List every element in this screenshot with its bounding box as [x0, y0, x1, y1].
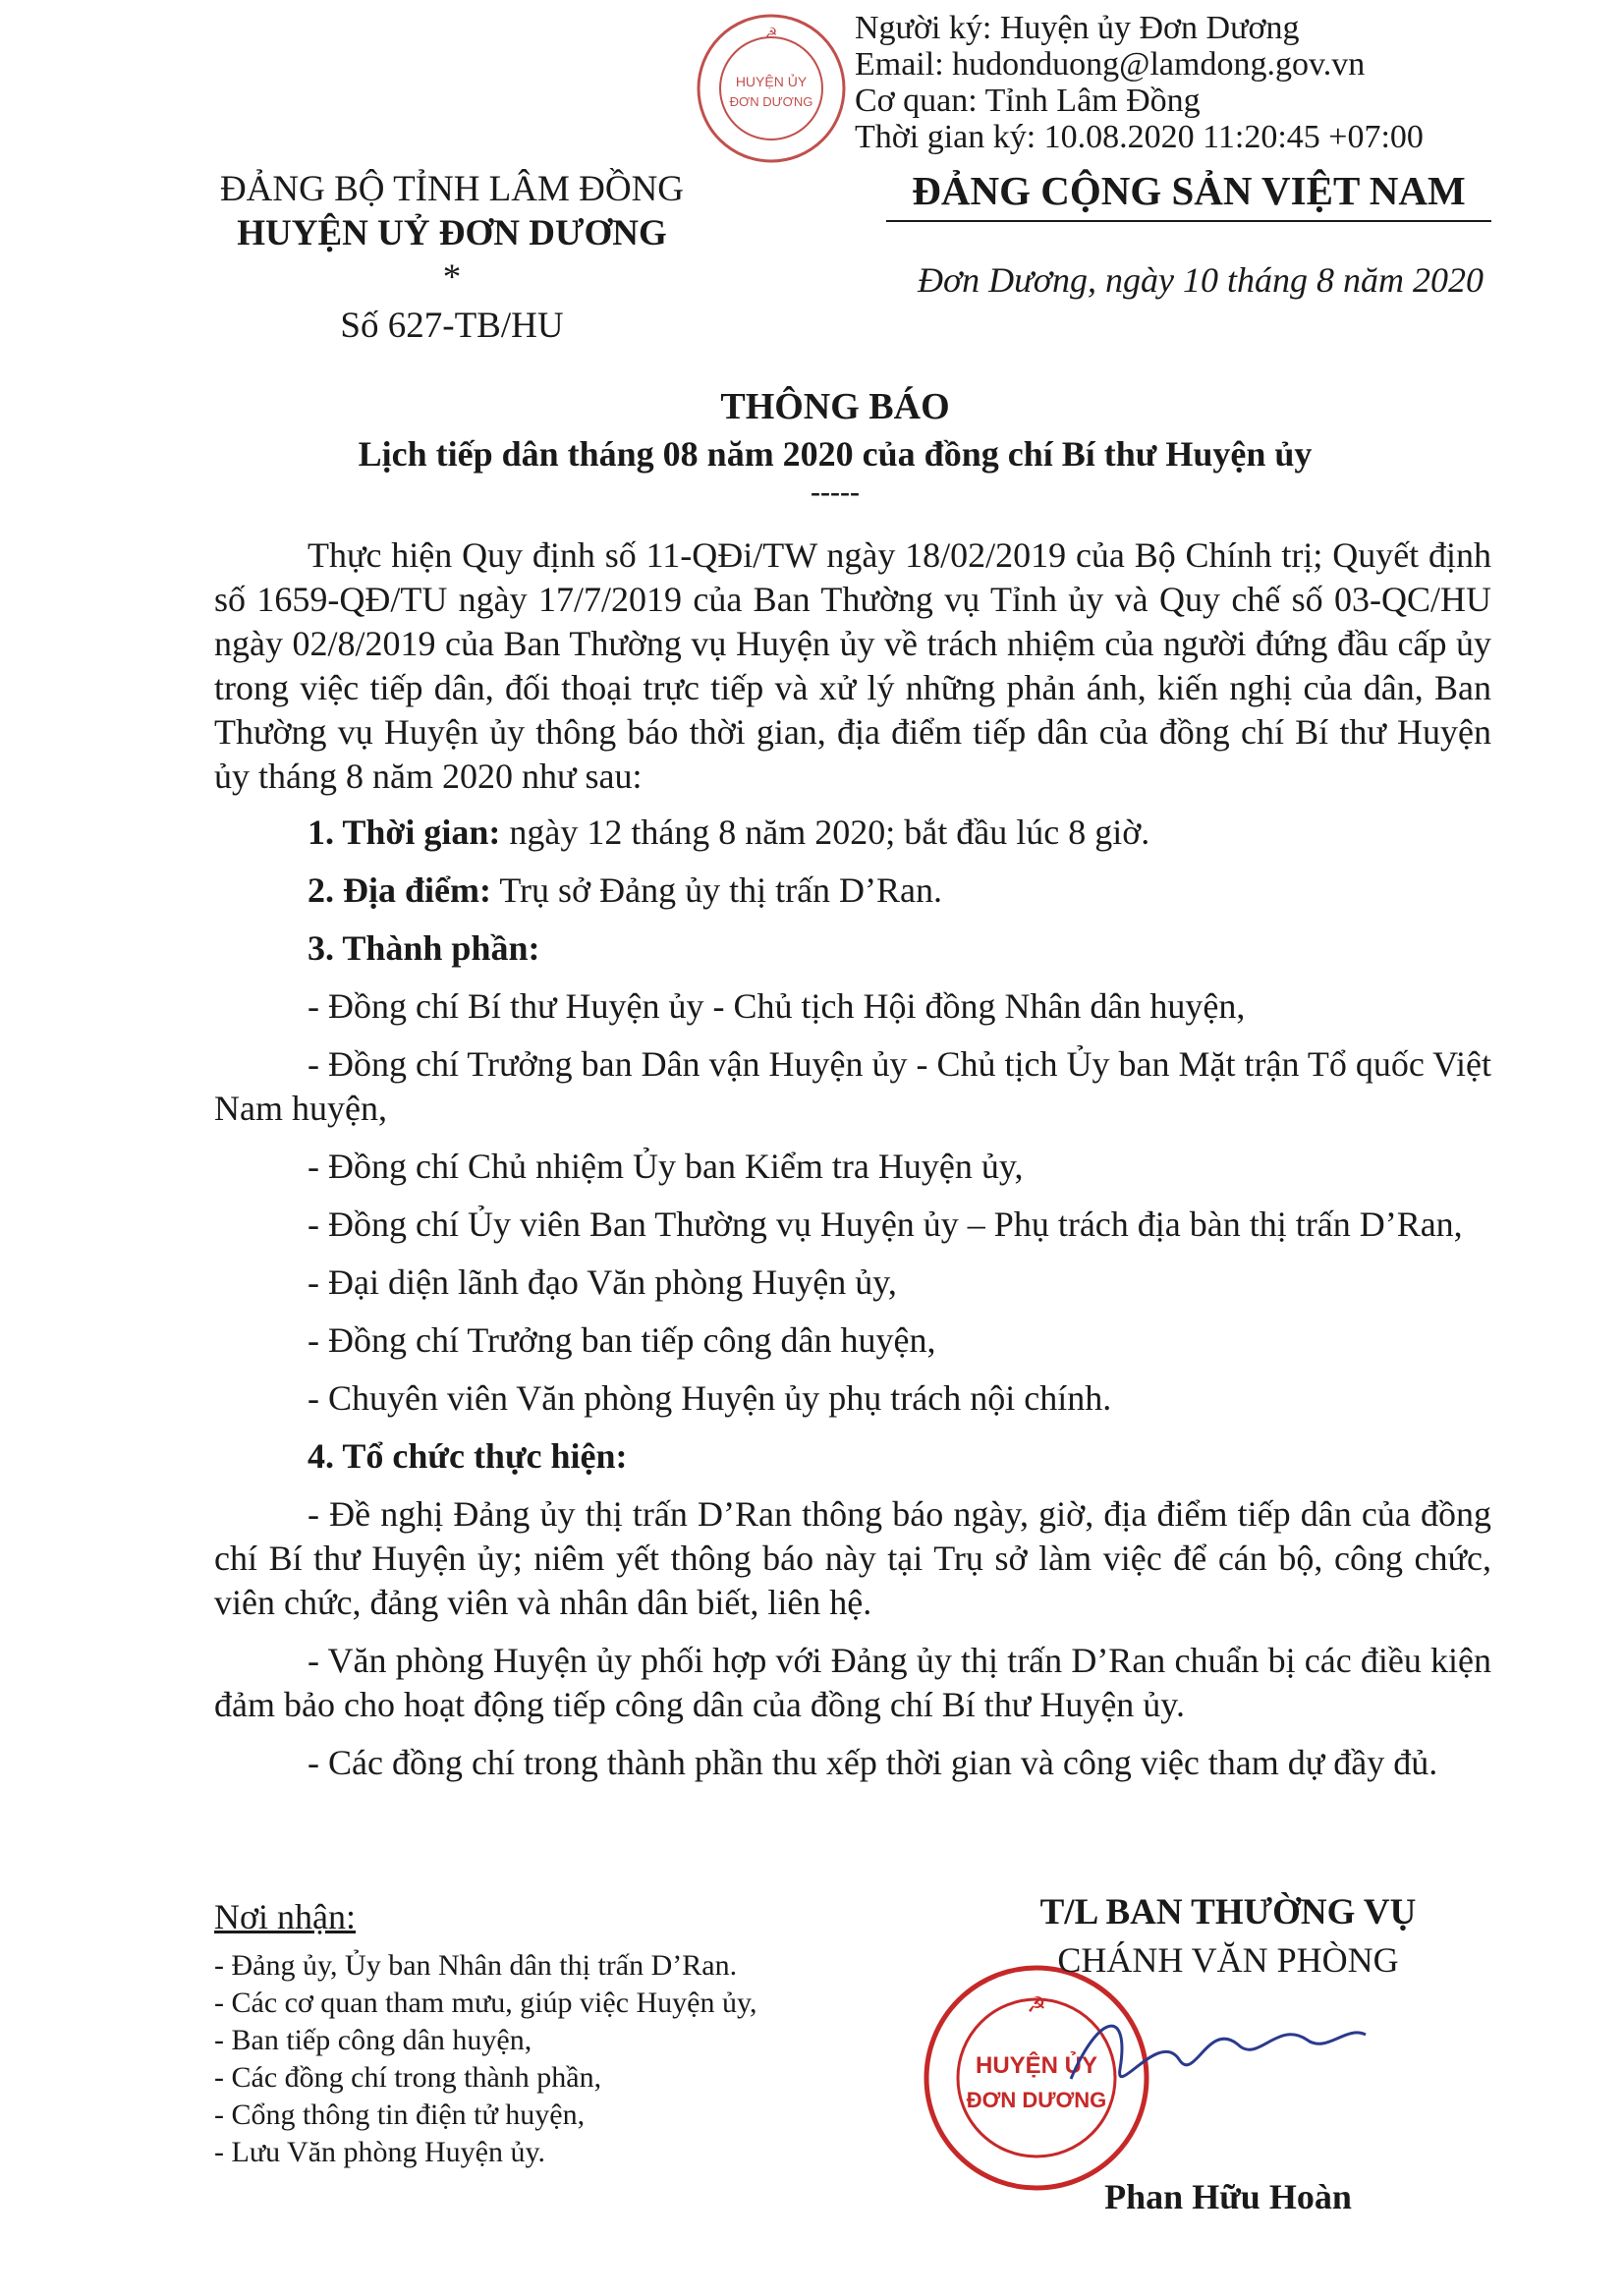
- stamp-large-line1: HUYỆN ỦY: [975, 2052, 1098, 2079]
- document-title: [295, 383, 1375, 507]
- on-behalf: T/L BAN THƯỜNG VỤ: [1039, 1892, 1417, 1932]
- member-item: - Chuyên viên Văn phòng Huyện ủy phụ trách nội chính.: [308, 1378, 1112, 1418]
- place-item: [308, 868, 1491, 913]
- recipient-item: - Các cơ quan tham mưu, giúp việc Huyện ủy,: [214, 1987, 757, 2019]
- implementation-label: 4. Tổ chức thực hiện:: [308, 1436, 628, 1476]
- svg-text:☭: ☭: [764, 25, 778, 40]
- signature-metadata: [855, 10, 1424, 155]
- recipient-item: - Các đồng chí trong thành phần,: [214, 2061, 602, 2094]
- document-number: Số 627-TB/HU: [340, 306, 564, 346]
- party-name: ĐẢNG CỘNG SẢN VIỆT NAM: [912, 168, 1466, 213]
- stamp-small-line2: ĐƠN DƯƠNG: [729, 94, 813, 109]
- title-main: THÔNG BÁO: [720, 386, 950, 427]
- signer-name: Phan Hữu Hoàn: [1104, 2177, 1352, 2216]
- signer-position: CHÁNH VĂN PHÒNG: [1057, 1940, 1399, 1980]
- document-body: [214, 533, 1491, 1799]
- issuing-organization: [196, 167, 707, 348]
- members-label: 3. Thành phần:: [308, 928, 540, 968]
- sign-time-line: Thời gian ký: 10.08.2020 11:20:45 +07:00: [855, 119, 1424, 155]
- place-label: 2. Địa điểm:: [308, 870, 491, 910]
- agency-line: Cơ quan: Tỉnh Lâm Đồng: [855, 83, 1201, 119]
- title-separator: -----: [811, 476, 860, 508]
- org-name: HUYỆN UỶ ĐƠN DƯƠNG: [237, 213, 667, 253]
- implementation-item: - Văn phòng Huyện ủy phối hợp với Đảng ủy thị trấn D’Ran chuẩn bị các điều kiện đảm bảo cho hoạt động tiếp công dân của đồng chí Bí thư Huyện ủy.: [214, 1641, 1491, 1724]
- recipient-item: - Ban tiếp công dân huyện,: [214, 2024, 532, 2056]
- time-text: ngày 12 tháng 8 năm 2020; bắt đầu lúc 8 giờ.: [500, 812, 1150, 852]
- stamp-large-line2: ĐƠN DƯƠNG: [966, 2088, 1107, 2112]
- recipient-item: - Cổng thông tin điện tử huyện,: [214, 2099, 586, 2131]
- svg-text:☭: ☭: [1027, 1992, 1046, 2017]
- member-item: - Đồng chí Ủy viên Ban Thường vụ Huyện ủy – Phụ trách địa bàn thị trấn D’Ran,: [308, 1204, 1463, 1244]
- intro-paragraph: Thực hiện Quy định số 11-QĐi/TW ngày 18/02/2019 của Bộ Chính trị; Quyết định số 1659-QĐ/TU ngày 17/7/2019 của Ban Thường vụ Tỉnh ủy và Quy chế số 03-QC/HU ngày 02/8/2019 của Ban Thường vụ Huyện ủy về trách nhiệm của người đứng đầu cấp ủy trong việc tiếp dân, đối thoại trực tiếp và xử lý những phản ánh, kiến nghị của dân, Ban Thường vụ Huyện ủy thông báo thời gian, địa điểm tiếp dân của đồng chí Bí thư Huyện ủy tháng 8 năm 2020 như sau:: [214, 535, 1491, 796]
- org-star: *: [442, 257, 462, 298]
- member-item: - Đại diện lãnh đạo Văn phòng Huyện ủy,: [308, 1262, 897, 1302]
- time-item: [308, 811, 1491, 855]
- signer-line: Người ký: Huyện ủy Đơn Dương: [855, 10, 1300, 46]
- implementation-item: - Các đồng chí trong thành phần thu xếp thời gian và công việc tham dự đầy đủ.: [308, 1743, 1438, 1782]
- member-item: - Đồng chí Bí thư Huyện ủy - Chủ tịch Hội đồng Nhân dân huyện,: [308, 986, 1246, 1026]
- member-item: - Đồng chí Trưởng ban Dân vận Huyện ủy - Chủ tịch Ủy ban Mặt trận Tổ quốc Việt Nam huyện,: [214, 1044, 1491, 1128]
- member-item: - Đồng chí Trưởng ban tiếp công dân huyện,: [308, 1320, 936, 1360]
- org-parent: ĐẢNG BỘ TỈNH LÂM ĐỒNG: [219, 169, 685, 209]
- stamp-small-line1: HUYỆN ỦY: [735, 74, 808, 89]
- digital-signature-stamp: [688, 8, 855, 170]
- recipients: [214, 1896, 843, 2171]
- implementation-item: - Đề nghị Đảng ủy thị trấn D’Ran thông báo ngày, giờ, địa điểm tiếp dân của đồng chí Bí thư Huyện ủy; niêm yết thông báo này tại Trụ sở làm việc để cán bộ, công chức, viên chức, đảng viên và nhân dân biết, liên hệ.: [214, 1494, 1491, 1622]
- member-item: - Đồng chí Chủ nhiệm Ủy ban Kiểm tra Huyện ủy,: [308, 1147, 1024, 1186]
- time-label: 1. Thời gian:: [308, 812, 501, 852]
- email-line: Email: hudonduong@lamdong.gov.vn: [855, 46, 1366, 83]
- place-text: Trụ sở Đảng ủy thị trấn D’Ran.: [490, 870, 943, 910]
- signature-block: [1012, 1891, 1444, 2216]
- date-line: Đơn Dương, ngày 10 tháng 8 năm 2020: [917, 260, 1484, 300]
- party-underline: [886, 220, 1491, 222]
- recipient-item: - Đảng ủy, Ủy ban Nhân dân thị trấn D’Ran.: [214, 1949, 738, 1982]
- title-sub: Lịch tiếp dân tháng 08 năm 2020 của đồng chí Bí thư Huyện ủy: [358, 434, 1313, 474]
- recipient-item: - Lưu Văn phòng Huyện ủy.: [214, 2136, 546, 2168]
- handwritten-signature: [1012, 1990, 1444, 2108]
- national-header: [874, 167, 1503, 300]
- recipients-heading: Nơi nhận:: [214, 1897, 357, 1936]
- recipients-list: [214, 1947, 843, 2171]
